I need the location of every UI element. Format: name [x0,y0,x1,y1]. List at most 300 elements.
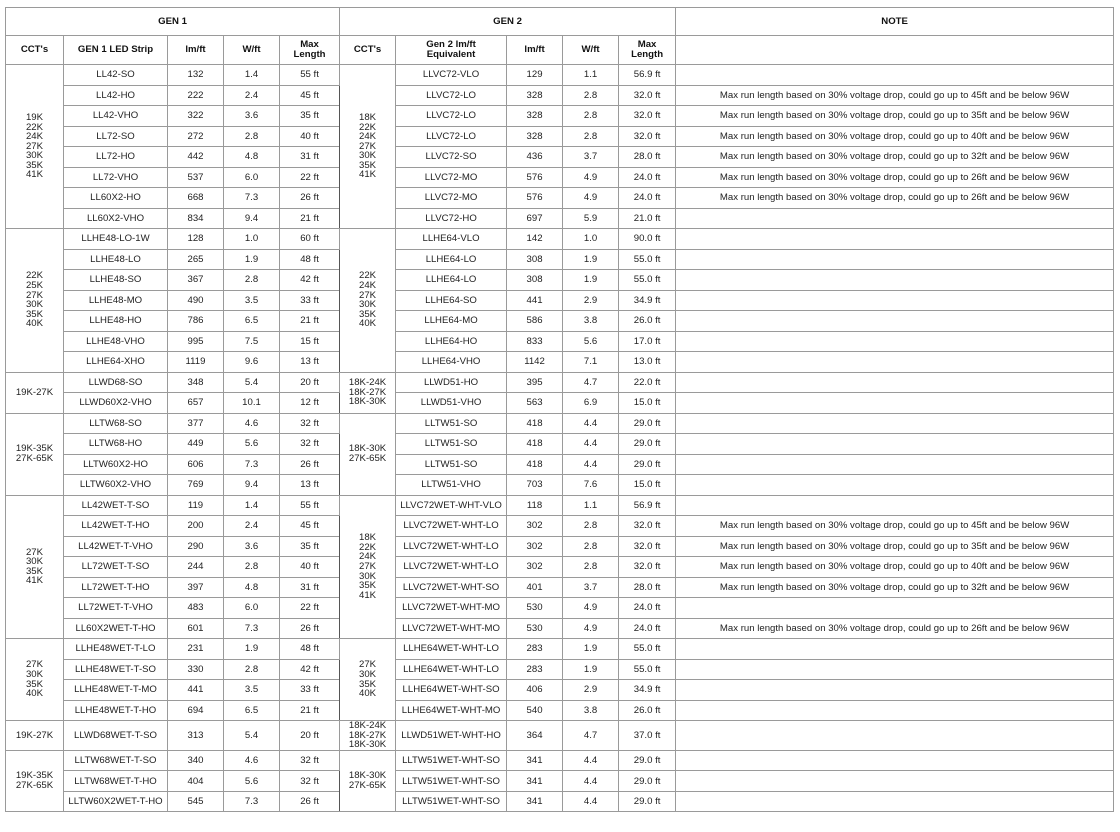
gen1-strip-cell: LLTW60X2-HO [64,454,168,475]
gen2-maxlen-cell: 32.0 ft [619,557,676,578]
gen2-strip-cell: LLVC72-LO [396,106,507,127]
note-cell [676,659,1114,680]
gen1-strip-cell: LL72WET-T-SO [64,557,168,578]
gen1-strip-cell: LLHE48-LO-1W [64,229,168,250]
gen2-lmft-cell: 697 [507,208,563,229]
gen1-strip-cell: LLHE48WET-T-SO [64,659,168,680]
gen1-maxlen-cell: 32 ft [280,434,340,455]
gen1-maxlen-cell: 42 ft [280,659,340,680]
table-row [6,311,1114,332]
note-cell [676,598,1114,619]
gen1-maxlen-cell: 48 ft [280,249,340,270]
gen1-wft-cell: 6.0 [224,598,280,619]
gen1-cct-cell: 19K 22K 24K 27K 30K 35K 41K [6,65,64,229]
gen1-lmft-cell: 441 [168,680,224,701]
gen1-maxlen-cell: 21 ft [280,311,340,332]
gen2-lmft-cell: 703 [507,475,563,496]
note-cell: Max run length based on 30% voltage drop, could go up to 45ft and be below 96W [676,85,1114,106]
gen1-strip-cell: LLTW60X2-VHO [64,475,168,496]
gen2-lmft-cell: 418 [507,413,563,434]
gen1-wft-cell: 6.0 [224,167,280,188]
note-cell [676,372,1114,393]
gen2-wft-cell: 1.9 [563,659,619,680]
gen2-wft-cell: 2.9 [563,680,619,701]
gen2-strip-cell: LLWD51-HO [396,372,507,393]
gen1-lmft-cell: 769 [168,475,224,496]
table-row [6,167,1114,188]
gen2-wft-cell: 3.7 [563,147,619,168]
note-cell [676,700,1114,721]
gen2-maxlen-cell: 56.9 ft [619,495,676,516]
gen2-lmft-cell: 328 [507,126,563,147]
note-cell: Max run length based on 30% voltage drop, could go up to 26ft and be below 96W [676,618,1114,639]
note-cell [676,639,1114,660]
gen2-maxlen-cell: 55.0 ft [619,270,676,291]
gen2-maxlen-cell: 32.0 ft [619,106,676,127]
gen2-col-cct: CCT's [340,36,396,65]
gen1-strip-cell: LL72-HO [64,147,168,168]
gen2-maxlen-cell: 29.0 ft [619,413,676,434]
gen1-wft-cell: 1.9 [224,249,280,270]
note-cell [676,249,1114,270]
gen1-maxlen-cell: 55 ft [280,495,340,516]
gen2-lmft-cell: 586 [507,311,563,332]
gen2-maxlen-cell: 32.0 ft [619,516,676,537]
gen2-lmft-cell: 563 [507,393,563,414]
table-row [6,413,1114,434]
gen2-maxlen-cell: 29.0 ft [619,454,676,475]
gen2-strip-cell: LLVC72-MO [396,188,507,209]
gen1-wft-cell: 3.6 [224,106,280,127]
note-cell: Max run length based on 30% voltage drop, could go up to 26ft and be below 96W [676,188,1114,209]
gen1-strip-cell: LL42-SO [64,65,168,86]
table-row [6,229,1114,250]
gen2-maxlen-cell: 37.0 ft [619,721,676,751]
gen1-maxlen-cell: 42 ft [280,270,340,291]
gen2-wft-cell: 4.9 [563,188,619,209]
table-row [6,577,1114,598]
gen2-wft-cell: 7.1 [563,352,619,373]
gen2-cct-cell: 22K 24K 27K 30K 35K 40K [340,229,396,373]
gen1-wft-cell: 4.8 [224,147,280,168]
gen1-strip-cell: LL42WET-T-SO [64,495,168,516]
gen1-lmft-cell: 265 [168,249,224,270]
gen1-wft-cell: 5.4 [224,721,280,751]
gen2-wft-cell: 4.4 [563,771,619,792]
gen2-strip-cell: LLHE64-VLO [396,229,507,250]
column-header-row [6,36,1114,65]
gen2-strip-cell: LLVC72WET-WHT-LO [396,557,507,578]
gen2-col-maxlen: Max Length [619,36,676,65]
table-row [6,126,1114,147]
table-row [6,598,1114,619]
table-row [6,536,1114,557]
gen1-lmft-cell: 128 [168,229,224,250]
note-cell [676,434,1114,455]
table-row [6,791,1114,812]
table-row [6,106,1114,127]
gen1-wft-cell: 1.0 [224,229,280,250]
gen1-maxlen-cell: 22 ft [280,598,340,619]
gen2-lmft-cell: 418 [507,434,563,455]
gen1-maxlen-cell: 33 ft [280,680,340,701]
gen2-maxlen-cell: 28.0 ft [619,577,676,598]
gen2-cct-cell: 27K 30K 35K 40K [340,639,396,721]
gen1-col-wft: W/ft [224,36,280,65]
gen2-strip-cell: LLVC72WET-WHT-LO [396,516,507,537]
gen1-lmft-cell: 657 [168,393,224,414]
gen1-maxlen-cell: 32 ft [280,750,340,771]
gen2-strip-cell: LLHE64WET-WHT-MO [396,700,507,721]
gen1-col-lmft: lm/ft [168,36,224,65]
gen1-strip-cell: LL72WET-T-HO [64,577,168,598]
gen2-maxlen-cell: 32.0 ft [619,536,676,557]
table-row [6,372,1114,393]
gen2-strip-cell: LLHE64WET-WHT-LO [396,639,507,660]
gen1-strip-cell: LLHE48-SO [64,270,168,291]
gen2-maxlen-cell: 55.0 ft [619,249,676,270]
gen1-maxlen-cell: 26 ft [280,618,340,639]
table-row [6,659,1114,680]
gen1-maxlen-cell: 20 ft [280,721,340,751]
gen2-wft-cell: 1.0 [563,229,619,250]
gen1-maxlen-cell: 32 ft [280,771,340,792]
gen1-col-maxlen: Max Length [280,36,340,65]
note-cell [676,352,1114,373]
gen2-strip-cell: LLHE64-LO [396,249,507,270]
note-cell [676,413,1114,434]
gen2-lmft-cell: 395 [507,372,563,393]
note-header: NOTE [676,8,1114,36]
table-row [6,750,1114,771]
gen1-wft-cell: 4.6 [224,413,280,434]
note-cell [676,475,1114,496]
gen2-wft-cell: 4.4 [563,750,619,771]
gen1-lmft-cell: 668 [168,188,224,209]
gen1-maxlen-cell: 26 ft [280,791,340,812]
gen2-lmft-cell: 308 [507,270,563,291]
gen2-cct-cell: 18K 22K 24K 27K 30K 35K 41K [340,65,396,229]
gen1-lmft-cell: 442 [168,147,224,168]
gen2-wft-cell: 1.1 [563,65,619,86]
gen2-maxlen-cell: 34.9 ft [619,680,676,701]
gen2-strip-cell: LLVC72WET-WHT-MO [396,598,507,619]
gen1-lmft-cell: 290 [168,536,224,557]
note-cell [676,229,1114,250]
gen1-wft-cell: 9.6 [224,352,280,373]
gen2-lmft-cell: 341 [507,771,563,792]
note-cell [676,311,1114,332]
gen2-strip-cell: LLHE64-HO [396,331,507,352]
table-row [6,434,1114,455]
gen2-lmft-cell: 401 [507,577,563,598]
gen1-lmft-cell: 222 [168,85,224,106]
gen2-wft-cell: 5.6 [563,331,619,352]
gen1-strip-cell: LLHE48WET-T-HO [64,700,168,721]
gen1-wft-cell: 1.4 [224,65,280,86]
gen2-strip-cell: LLVC72-VLO [396,65,507,86]
gen2-lmft-cell: 364 [507,721,563,751]
gen1-wft-cell: 2.8 [224,659,280,680]
gen2-maxlen-cell: 26.0 ft [619,700,676,721]
gen2-maxlen-cell: 90.0 ft [619,229,676,250]
note-cell: Max run length based on 30% voltage drop, could go up to 40ft and be below 96W [676,557,1114,578]
table-row [6,393,1114,414]
table-body [6,65,1114,812]
table-row [6,249,1114,270]
gen2-strip-cell: LLVC72WET-WHT-VLO [396,495,507,516]
gen1-cct-cell: 22K 25K 27K 30K 35K 40K [6,229,64,373]
gen2-strip-cell: LLHE64-MO [396,311,507,332]
gen1-lmft-cell: 537 [168,167,224,188]
gen2-maxlen-cell: 56.9 ft [619,65,676,86]
gen1-lmft-cell: 1119 [168,352,224,373]
table-row [6,188,1114,209]
gen1-strip-cell: LLTW68WET-T-SO [64,750,168,771]
gen2-maxlen-cell: 32.0 ft [619,126,676,147]
gen1-cct-cell: 19K-35K 27K-65K [6,413,64,495]
gen1-wft-cell: 10.1 [224,393,280,414]
gen2-strip-cell: LLTW51-SO [396,454,507,475]
gen1-maxlen-cell: 40 ft [280,126,340,147]
gen1-strip-cell: LL42-VHO [64,106,168,127]
table-row [6,208,1114,229]
gen1-strip-cell: LLHE48WET-T-MO [64,680,168,701]
gen1-maxlen-cell: 26 ft [280,454,340,475]
gen1-strip-cell: LL42-HO [64,85,168,106]
gen1-strip-cell: LLWD68WET-T-SO [64,721,168,751]
gen1-wft-cell: 4.8 [224,577,280,598]
gen1-lmft-cell: 834 [168,208,224,229]
conversion-table [5,7,1114,812]
gen2-strip-cell: LLVC72-MO [396,167,507,188]
gen2-strip-cell: LLTW51WET-WHT-SO [396,771,507,792]
gen2-maxlen-cell: 17.0 ft [619,331,676,352]
gen1-strip-cell: LLHE48-HO [64,311,168,332]
gen1-maxlen-cell: 35 ft [280,106,340,127]
gen1-wft-cell: 2.4 [224,85,280,106]
gen1-lmft-cell: 483 [168,598,224,619]
gen2-strip-cell: LLWD51-VHO [396,393,507,414]
table-row [6,618,1114,639]
table-row [6,516,1114,537]
note-cell [676,750,1114,771]
gen2-strip-cell: LLTW51-SO [396,413,507,434]
gen1-maxlen-cell: 22 ft [280,167,340,188]
gen1-wft-cell: 7.3 [224,454,280,475]
gen2-maxlen-cell: 15.0 ft [619,475,676,496]
gen1-strip-cell: LL72WET-T-VHO [64,598,168,619]
table-row [6,475,1114,496]
gen2-wft-cell: 6.9 [563,393,619,414]
note-cell [676,270,1114,291]
gen1-cct-cell: 27K 30K 35K 41K [6,495,64,639]
gen1-wft-cell: 2.8 [224,126,280,147]
gen1-wft-cell: 7.3 [224,791,280,812]
gen2-wft-cell: 4.4 [563,413,619,434]
gen2-wft-cell: 4.9 [563,167,619,188]
gen1-maxlen-cell: 32 ft [280,413,340,434]
group-header-row [6,8,1114,36]
gen2-strip-cell: LLTW51WET-WHT-SO [396,791,507,812]
gen2-col-strip: Gen 2 lm/ft Equivalent [396,36,507,65]
gen1-maxlen-cell: 48 ft [280,639,340,660]
gen1-strip-cell: LLHE48-MO [64,290,168,311]
table-row [6,65,1114,86]
note-cell: Max run length based on 30% voltage drop, could go up to 26ft and be below 96W [676,167,1114,188]
gen2-cct-cell: 18K-30K 27K-65K [340,750,396,812]
table-row [6,147,1114,168]
gen2-wft-cell: 2.8 [563,557,619,578]
table-row [6,495,1114,516]
gen2-strip-cell: LLVC72WET-WHT-LO [396,536,507,557]
gen1-wft-cell: 9.4 [224,208,280,229]
gen2-lmft-cell: 142 [507,229,563,250]
gen2-lmft-cell: 530 [507,618,563,639]
table-row [6,557,1114,578]
gen1-maxlen-cell: 60 ft [280,229,340,250]
gen2-wft-cell: 3.7 [563,577,619,598]
gen1-strip-cell: LLTW68WET-T-HO [64,771,168,792]
gen2-lmft-cell: 436 [507,147,563,168]
gen1-maxlen-cell: 45 ft [280,85,340,106]
gen1-wft-cell: 2.4 [224,516,280,537]
gen2-wft-cell: 4.7 [563,372,619,393]
gen1-maxlen-cell: 13 ft [280,352,340,373]
table-row [6,639,1114,660]
gen1-strip-cell: LLHE48WET-T-LO [64,639,168,660]
gen2-lmft-cell: 406 [507,680,563,701]
gen1-maxlen-cell: 45 ft [280,516,340,537]
gen1-lmft-cell: 449 [168,434,224,455]
gen2-wft-cell: 2.8 [563,536,619,557]
gen1-wft-cell: 1.9 [224,639,280,660]
gen2-wft-cell: 4.7 [563,721,619,751]
gen2-strip-cell: LLHE64-LO [396,270,507,291]
gen1-lmft-cell: 545 [168,791,224,812]
gen1-maxlen-cell: 12 ft [280,393,340,414]
note-cell [676,791,1114,812]
gen2-strip-cell: LLVC72-LO [396,126,507,147]
gen2-maxlen-cell: 21.0 ft [619,208,676,229]
gen2-lmft-cell: 302 [507,516,563,537]
gen2-maxlen-cell: 28.0 ft [619,147,676,168]
gen2-maxlen-cell: 24.0 ft [619,188,676,209]
gen2-wft-cell: 7.6 [563,475,619,496]
table-row [6,290,1114,311]
gen2-wft-cell: 3.8 [563,311,619,332]
gen1-lmft-cell: 397 [168,577,224,598]
gen1-strip-cell: LL42WET-T-VHO [64,536,168,557]
gen2-lmft-cell: 302 [507,557,563,578]
gen1-cct-cell: 19K-27K [6,372,64,413]
gen2-strip-cell: LLTW51-SO [396,434,507,455]
gen1-strip-cell: LLHE48-VHO [64,331,168,352]
table-row [6,680,1114,701]
note-cell [676,721,1114,751]
gen2-cct-cell: 18K-24K 18K-27K 18K-30K [340,372,396,413]
gen2-wft-cell: 4.9 [563,618,619,639]
table-row [6,331,1114,352]
gen2-col-wft: W/ft [563,36,619,65]
table-row [6,700,1114,721]
gen2-strip-cell: LLHE64WET-WHT-LO [396,659,507,680]
note-cell: Max run length based on 30% voltage drop, could go up to 32ft and be below 96W [676,147,1114,168]
gen1-wft-cell: 1.4 [224,495,280,516]
gen1-wft-cell: 6.5 [224,700,280,721]
gen1-maxlen-cell: 33 ft [280,290,340,311]
gen2-strip-cell: LLVC72-LO [396,85,507,106]
gen2-lmft-cell: 1142 [507,352,563,373]
gen2-strip-cell: LLVC72WET-WHT-SO [396,577,507,598]
gen1-maxlen-cell: 40 ft [280,557,340,578]
gen1-lmft-cell: 340 [168,750,224,771]
note-cell [676,454,1114,475]
note-cell [676,771,1114,792]
gen1-wft-cell: 5.4 [224,372,280,393]
gen2-strip-cell: LLHE64WET-WHT-SO [396,680,507,701]
gen1-lmft-cell: 313 [168,721,224,751]
gen2-lmft-cell: 441 [507,290,563,311]
gen2-maxlen-cell: 24.0 ft [619,618,676,639]
gen1-maxlen-cell: 26 ft [280,188,340,209]
gen2-maxlen-cell: 29.0 ft [619,434,676,455]
gen2-lmft-cell: 328 [507,106,563,127]
gen2-lmft-cell: 833 [507,331,563,352]
gen2-maxlen-cell: 29.0 ft [619,750,676,771]
gen1-maxlen-cell: 55 ft [280,65,340,86]
gen2-maxlen-cell: 55.0 ft [619,659,676,680]
note-cell [676,393,1114,414]
gen1-wft-cell: 3.6 [224,536,280,557]
gen1-wft-cell: 3.5 [224,290,280,311]
gen2-wft-cell: 2.8 [563,516,619,537]
gen2-lmft-cell: 341 [507,791,563,812]
gen2-lmft-cell: 576 [507,167,563,188]
gen2-maxlen-cell: 15.0 ft [619,393,676,414]
gen2-wft-cell: 1.9 [563,639,619,660]
gen2-strip-cell: LLVC72-HO [396,208,507,229]
gen1-lmft-cell: 244 [168,557,224,578]
gen2-wft-cell: 1.1 [563,495,619,516]
note-cell [676,65,1114,86]
gen1-maxlen-cell: 13 ft [280,475,340,496]
note-cell [676,680,1114,701]
gen2-wft-cell: 2.9 [563,290,619,311]
note-cell [676,331,1114,352]
gen1-col-cct: CCT's [6,36,64,65]
gen2-wft-cell: 2.8 [563,106,619,127]
table-row [6,352,1114,373]
gen1-lmft-cell: 367 [168,270,224,291]
gen1-wft-cell: 2.8 [224,270,280,291]
gen1-lmft-cell: 272 [168,126,224,147]
table-row [6,721,1114,751]
gen2-strip-cell: LLVC72WET-WHT-MO [396,618,507,639]
note-cell: Max run length based on 30% voltage drop, could go up to 32ft and be below 96W [676,577,1114,598]
note-cell: Max run length based on 30% voltage drop, could go up to 35ft and be below 96W [676,536,1114,557]
gen1-lmft-cell: 231 [168,639,224,660]
gen2-lmft-cell: 576 [507,188,563,209]
gen1-strip-cell: LL72-SO [64,126,168,147]
table-row [6,85,1114,106]
gen2-strip-cell: LLVC72-SO [396,147,507,168]
gen1-header: GEN 1 [6,8,340,36]
gen2-maxlen-cell: 24.0 ft [619,167,676,188]
gen2-maxlen-cell: 34.9 ft [619,290,676,311]
gen2-lmft-cell: 283 [507,639,563,660]
gen1-maxlen-cell: 31 ft [280,147,340,168]
